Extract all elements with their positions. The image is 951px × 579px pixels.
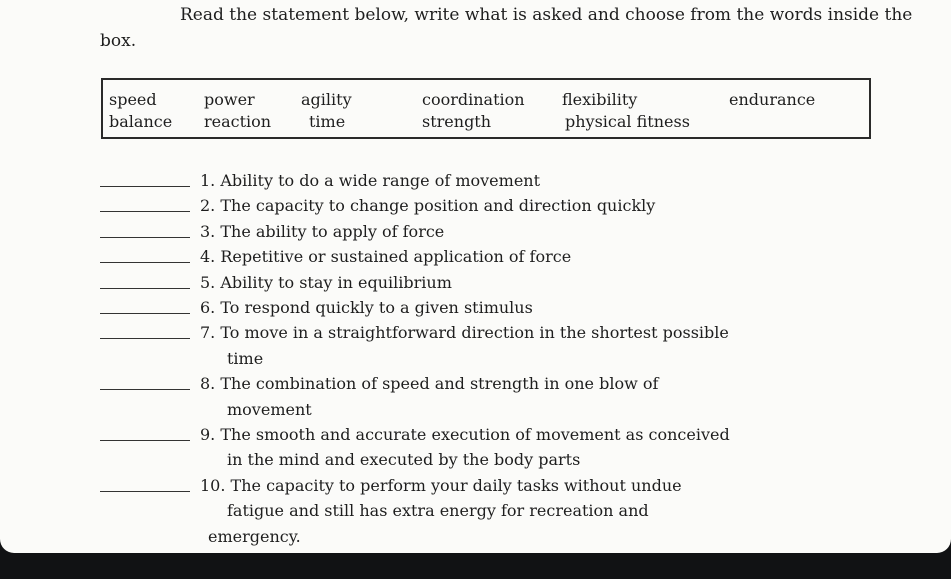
question-text: 3. The ability to apply of force — [200, 221, 445, 241]
word-physical-fitness: physical fitness — [565, 112, 690, 131]
question-item — [100, 422, 860, 473]
answer-blank[interactable] — [100, 320, 190, 339]
question-text: 4. Repetitive or sustained application of force — [200, 247, 572, 267]
question-list — [100, 168, 860, 549]
question-item — [100, 295, 860, 320]
question-text-continued: in the mind and executed by the body parts — [227, 450, 581, 470]
word-time: time — [309, 112, 346, 131]
word-reaction: reaction — [204, 112, 272, 131]
question-text: 5. Ability to stay in equilibrium — [200, 272, 452, 292]
answer-blank[interactable] — [100, 371, 190, 390]
question-item — [100, 168, 860, 193]
question-item — [100, 244, 860, 269]
answer-blank[interactable] — [100, 270, 190, 289]
question-text: 9. The smooth and accurate execution of movement as conceived in the mind and executed by the body parts — [200, 425, 730, 470]
word-power: power — [204, 90, 255, 109]
question-item — [100, 320, 860, 371]
question-item — [100, 193, 860, 218]
question-text-continued: movement — [227, 399, 312, 419]
question-text: 7. To move in a straightforward direction in the shortest possible time — [200, 323, 729, 368]
question-item — [100, 219, 860, 244]
instructions-text: Read the statement below, write what is asked and choose from the words inside the box. — [100, 5, 913, 51]
question-item — [100, 270, 860, 295]
answer-blank[interactable] — [100, 473, 190, 492]
question-item — [100, 473, 860, 549]
question-text: 1. Ability to do a wide range of movement — [200, 171, 541, 190]
question-text-continued: time — [227, 348, 264, 368]
answer-blank[interactable] — [100, 244, 190, 263]
word-speed: speed — [109, 90, 157, 109]
word-flexibility: flexibility — [562, 90, 638, 109]
answer-blank[interactable] — [100, 193, 190, 212]
question-text-continued: emergency. — [208, 526, 301, 546]
word-box — [101, 78, 871, 139]
word-balance: balance — [109, 112, 173, 131]
question-text-continued: fatigue and still has extra energy for recreation and — [227, 501, 649, 521]
answer-blank[interactable] — [100, 219, 190, 238]
answer-blank[interactable] — [100, 422, 190, 441]
word-endurance: endurance — [729, 90, 816, 109]
question-text: 8. The combination of speed and strength in one blow of movement — [200, 374, 659, 419]
word-coordination: coordination — [422, 90, 525, 109]
question-item — [100, 371, 860, 422]
question-text: 2. The capacity to change position and direction quickly — [200, 196, 656, 216]
question-text: 6. To respond quickly to a given stimulus — [200, 298, 533, 318]
question-text: 10. The capacity to perform your daily tasks without undue fatigue and still has extra energy for recreation and emergency. — [200, 475, 682, 546]
word-strength: strength — [422, 112, 492, 131]
answer-blank[interactable] — [100, 295, 190, 314]
answer-blank[interactable] — [100, 168, 190, 187]
word-agility: agility — [301, 90, 352, 109]
